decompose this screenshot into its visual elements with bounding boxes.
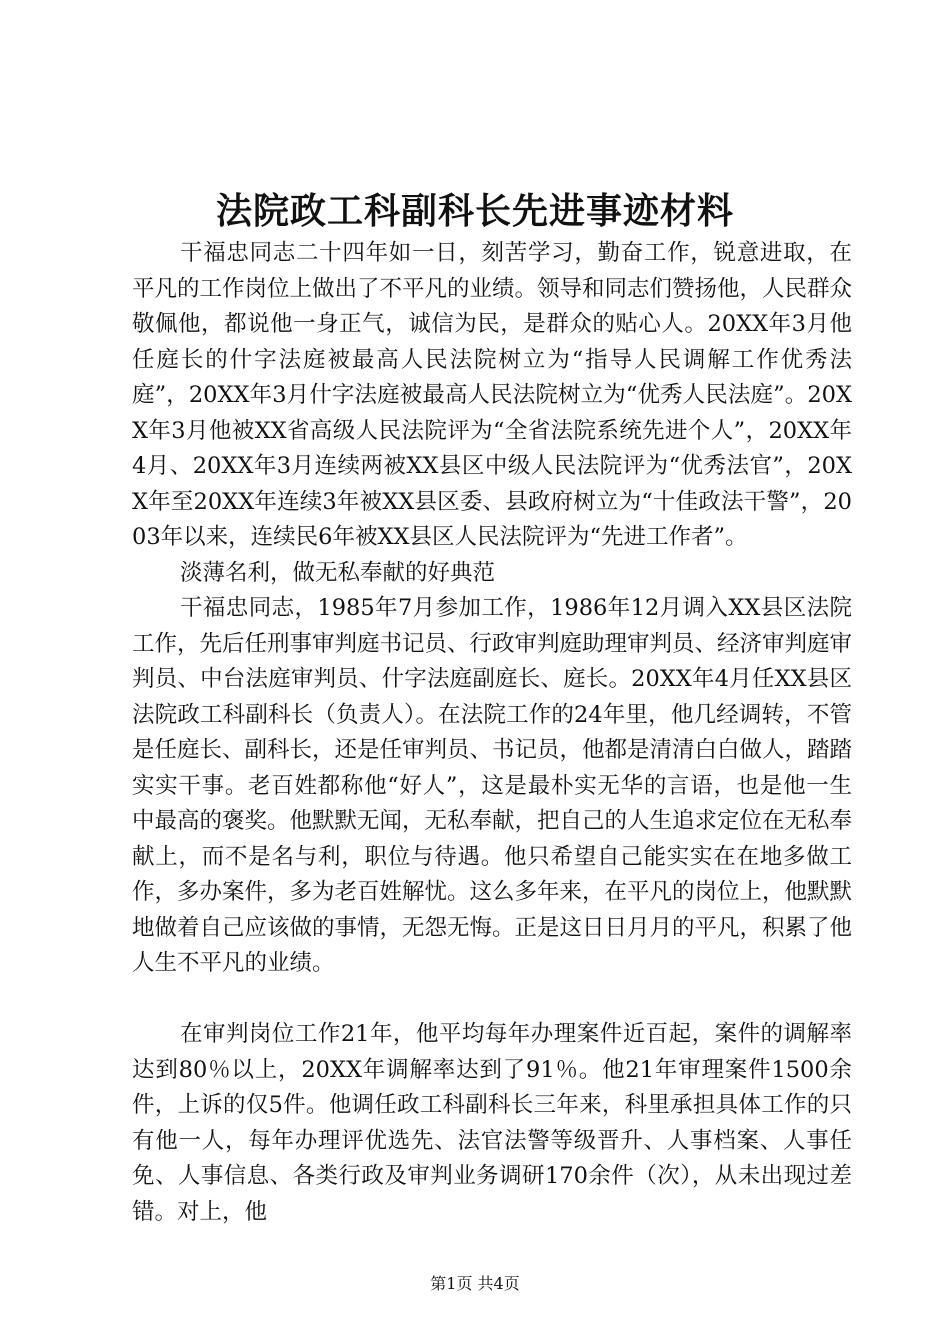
- paragraph-intro: 干福忠同志二十四年如一日，刻苦学习，勤奋工作，锐意进取，在平凡的工作岗位上做出了不平凡的业绩。领导和同志们赞扬他，人民群众敬佩他，都说他一身正气，诚信为民，是群众的贴心人。20XX年3月他任庭长的什字法庭被最高人民法院树立为“指导人民调解工作优秀法庭”，20XX年3月什字法庭被最高人民法院树立为“优秀人民法庭”。20XX年3月他被XX省高级人民法院评为“全省法院系统先进个人”，20XX年4月、20XX年3月连续两被XX县区中级人民法院评为“优秀法官”，20XX年至20XX年连续3年被XX县区委、县政府树立为“十佳政法干警”，2003年以来，连续民6年被XX县区人民法院评为“先进工作者”。: [132, 240, 853, 550]
- paragraph-spacer: [132, 982, 852, 1018]
- paragraph-achievements: 在审判岗位工作21年，他平均每年办理案件近百起，案件的调解率达到80％以上，20XX年调解率达到了91％。他21年审理案件1500余件，上诉的仅5件。他调任政工科副科长三年来，科里承担具体工作的只有他一人，每年办理评优选先、法官法警等级晋升、人事档案、人事任免、人事信息、各类行政及审判业务调研170余件（次），从未出现过差错。对上，他: [132, 1021, 852, 1225]
- document-title: 法院政工科副科长先进事迹材料: [215, 190, 734, 232]
- document-body: [132, 236, 852, 1230]
- section-heading: 淡薄名利，做无私奉献的好典范: [180, 559, 496, 586]
- paragraph-career: 干福忠同志，1985年7月参加工作，1986年12月调入XX县区法院工作，先后任刑事审判庭书记员、行政审判庭助理审判员、经济审判庭审判员、中台法庭审判员、什字法庭副庭长、庭长。20XX年4月任XX县区法院政工科副科长（负责人）。在法院工作的24年里，他几经调转，不管是任庭长、副科长，还是任审判员、书记员，他都是清清白白做人，踏踏实实干事。老百姓都称他“好人”，这是最朴实无华的言语，也是他一生中最高的褒奖。他默默无闻，无私奉献，把自己的人生追求定位在无私奉献上，而不是名与利，职位与待遇。他只希望自己能实实在在地多做工作，多办案件，多为老百姓解忧。这么多年来，在平凡的岗位上，他默默地做着自己应该做的事情，无怨无悔。正是这日日月月的平凡，积累了他人生不平凡的业绩。: [132, 595, 853, 976]
- page-footer: 第1页 共4页: [430, 1274, 520, 1293]
